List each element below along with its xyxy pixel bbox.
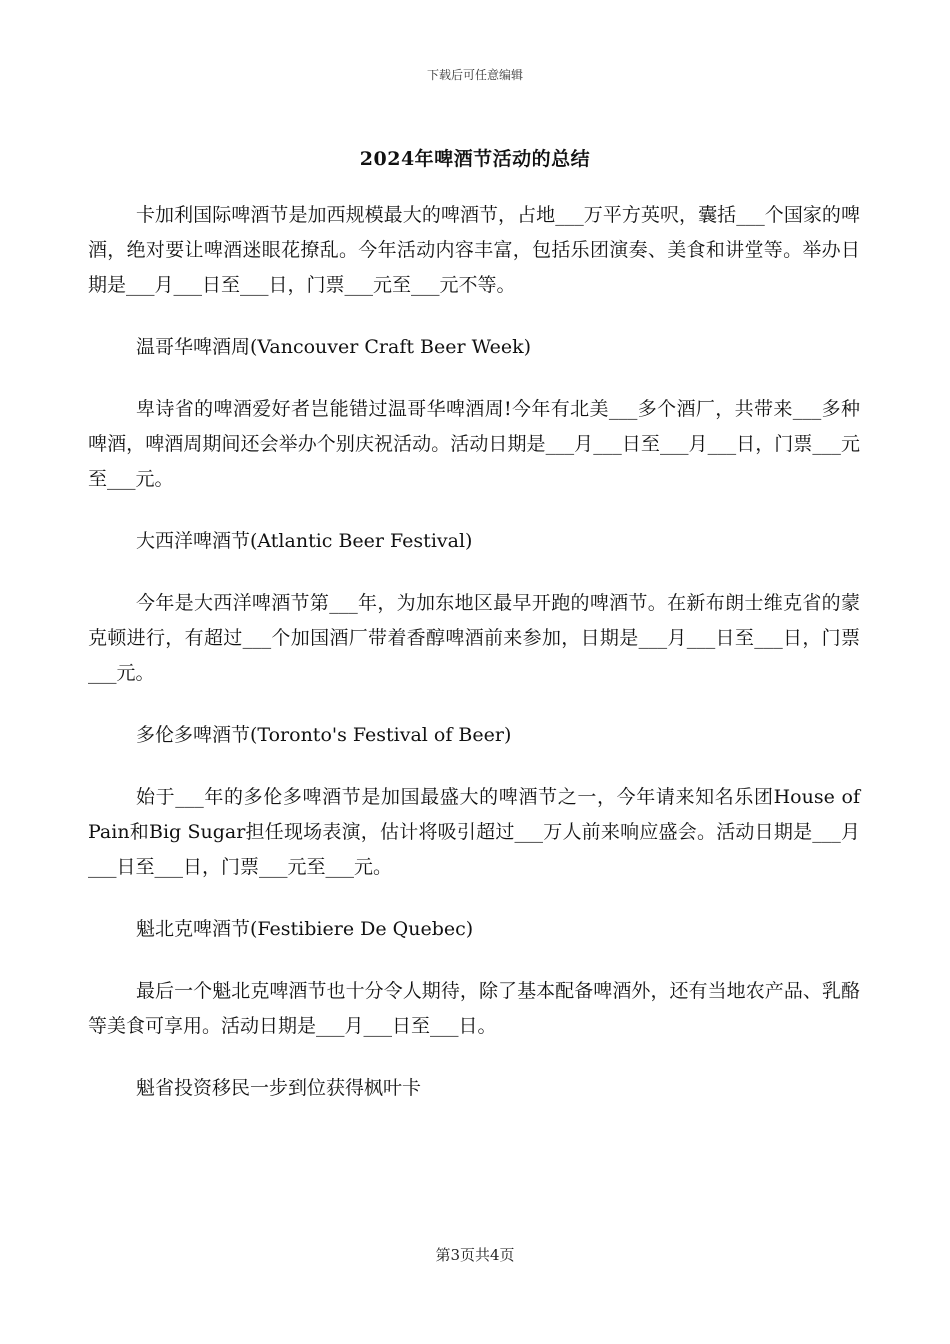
heading-quebec-festival: 魁北克啤酒节(Festibiere De Quebec) [136,918,474,940]
heading-atlantic-beer-festival: 大西洋啤酒节(Atlantic Beer Festival) [136,530,473,552]
paragraph-atlantic-beer-festival: 今年是大西洋啤酒节第___年，为加东地区最早开跑的啤酒节。在新布朗士维克省的蒙克顿进行，有超过___个加国酒厂带着香醇啤酒前来参加，日期是___月___日至___日，门票___元。 [88,592,860,684]
paragraph-quebec-immigration: 魁省投资移民一步到位获得枫叶卡 [136,1077,422,1099]
paragraph-quebec-festival: 最后一个魁北克啤酒节也十分令人期待，除了基本配备啤酒外，还有当地农产品、乳酪等美食可享用。活动日期是___月___日至___日。 [88,980,860,1037]
paragraph-calgary-festival: 卡加利国际啤酒节是加西规模最大的啤酒节，占地___万平方英呎，囊括___个国家的啤酒，绝对要让啤酒迷眼花撩乱。今年活动内容丰富，包括乐团演奏、美食和讲堂等。举办日期是___月___日至___日，门票___元至___元不等。 [88,204,860,296]
heading-toronto-festival: 多伦多啤酒节(Toronto's Festival of Beer) [136,724,512,746]
page-header-note: 下载后可任意编辑 [426,68,523,82]
heading-vancouver-beer-week: 温哥华啤酒周(Vancouver Craft Beer Week) [136,336,531,358]
page-number: 第3页共4页 [435,1246,515,1264]
paragraph-vancouver-beer-week: 卑诗省的啤酒爱好者岂能错过温哥华啤酒周!今年有北美___多个酒厂，共带来___多种啤酒，啤酒周期间还会举办个别庆祝活动。活动日期是___月___日至___月___日，门票___元至___元。 [88,398,860,490]
paragraph-toronto-festival: 始于___年的多伦多啤酒节是加国最盛大的啤酒节之一，今年请来知名乐团House of Pain和Big Sugar担任现场表演，估计将吸引超过___万人前来响应盛会。活动日期是___月___日至___日，门票___元至___元。 [88,786,860,878]
document-body [88,198,860,1133]
document-title: 2024年啤酒节活动的总结 [359,148,591,170]
